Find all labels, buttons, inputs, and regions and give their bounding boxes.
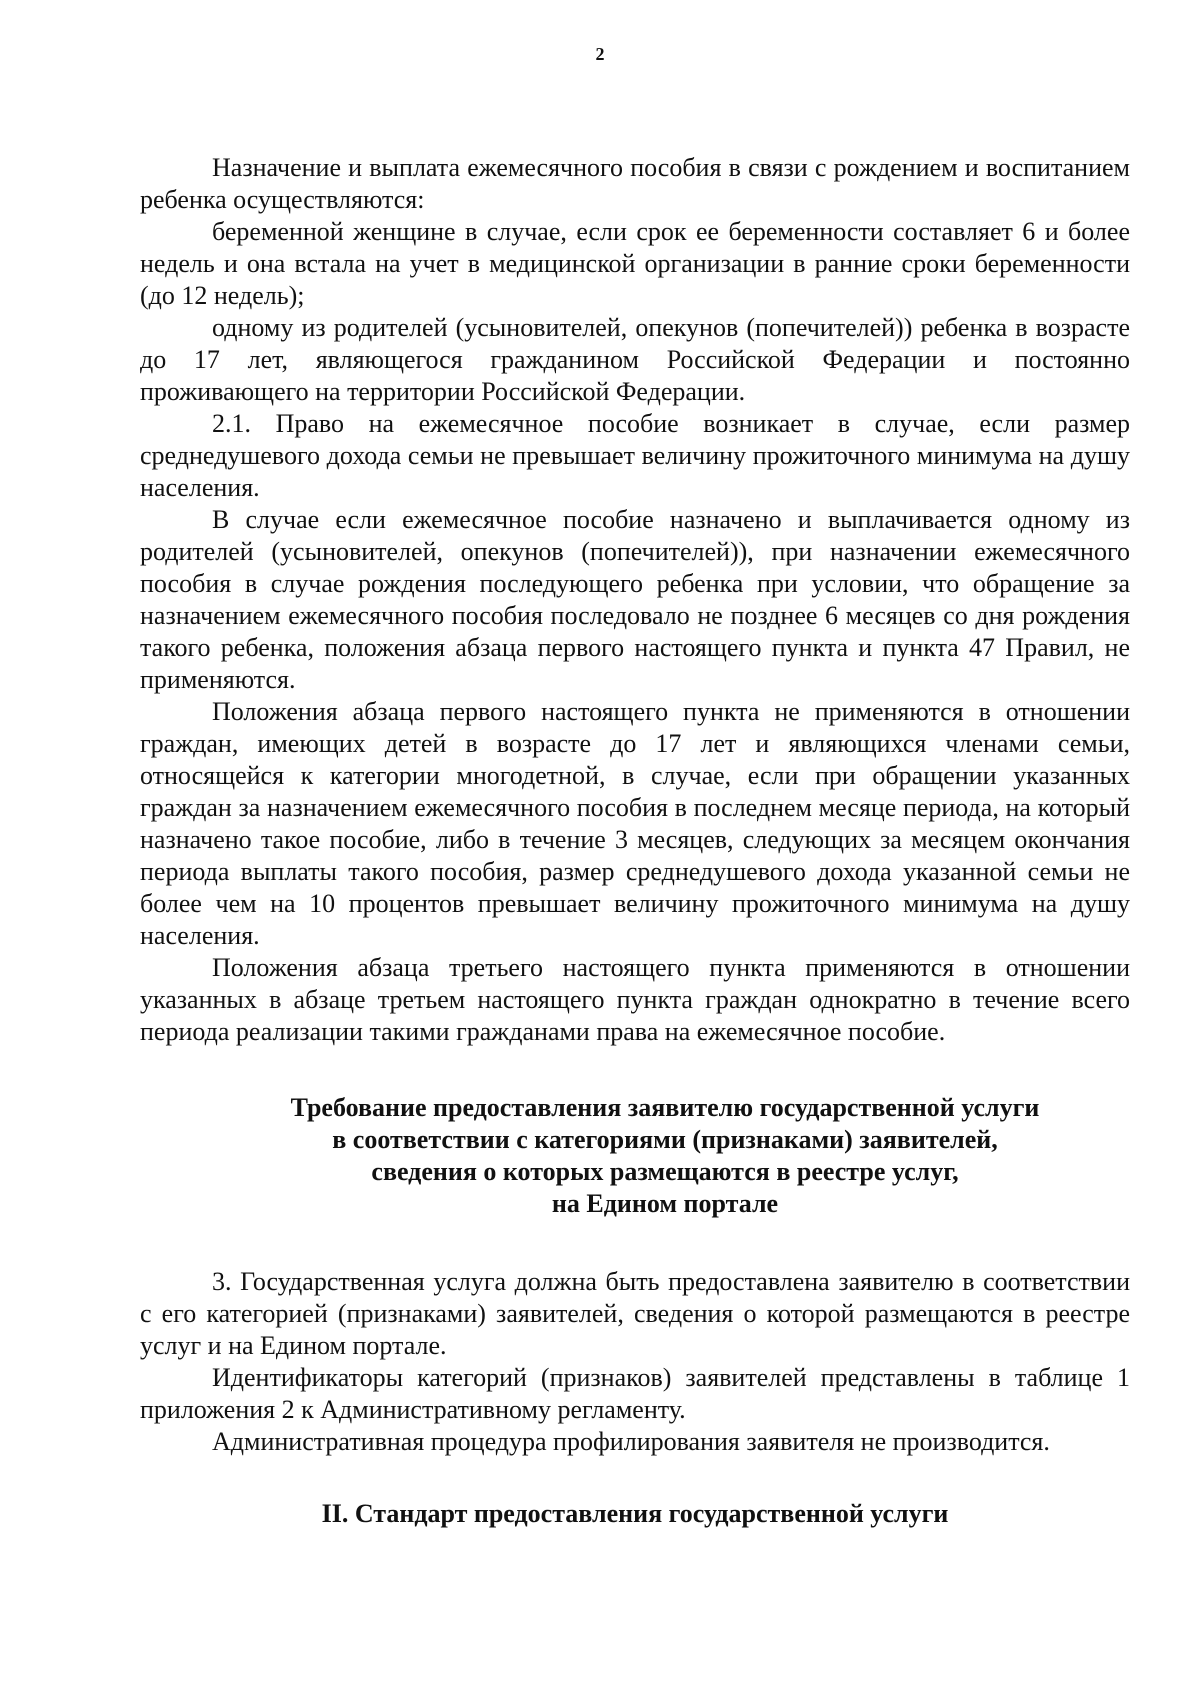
heading-requirement	[140, 1092, 1130, 1220]
page-number: 2	[595, 44, 605, 64]
paragraph-parent: одному из родителей (усыновителей, опекунов (попечителей)) ребенка в возрасте до 17 лет, являющегося гражданином Российской Федерации и постоянно проживающего на территории Российской Федерации.	[140, 313, 1130, 406]
section-title: II. Стандарт предоставления государственной услуги	[321, 1499, 949, 1528]
paragraph-2-1: 2.1. Право на ежемесячное пособие возникает в случае, если размер среднедушевого дохода семьи не превышает величину прожиточного минимума на душу населения.	[140, 409, 1130, 502]
paragraph-third-abzac: Положения абзаца третьего настоящего пункта применяются в отношении указанных в абзаце третьем настоящего пункта граждан однократно в течение всего периода реализации такими гражданами права на ежемесячное пособие.	[140, 953, 1130, 1046]
heading-line: на Едином портале	[551, 1189, 779, 1218]
paragraph-pregnant-woman: беременной женщине в случае, если срок ее беременности составляет 6 и более недель и она встала на учет в медицинской организации в ранние сроки беременности (до 12 недель);	[140, 217, 1130, 310]
heading-line: Требование предоставления заявителю государственной услуги	[290, 1093, 1040, 1122]
paragraph-profiling: Административная процедура профилирования заявителя не производится.	[212, 1427, 1050, 1456]
paragraph-subsequent-child: В случае если ежемесячное пособие назначено и выплачивается одному из родителей (усыновителей, опекунов (попечителей)), при назначении ежемесячного пособия в случае рождения последующего ребенка при условии, что обращение за назначением ежемесячного пособия последовало не позднее 6 месяцев со дня рождения такого ребенка, положения абзаца первого настоящего пункта и пункта 47 Правил, не применяются.	[140, 505, 1130, 694]
paragraph-3: 3. Государственная услуга должна быть предоставлена заявителю в соответствии с его категорией (признаками) заявителей, сведения о которой размещаются в реестре услуг и на Едином портале.	[140, 1267, 1130, 1360]
paragraph-benefit-assignment: Назначение и выплата ежемесячного пособия в связи с рождением и воспитанием ребенка осуществляются:	[140, 153, 1130, 214]
document-body	[140, 152, 1130, 1530]
heading-line: в соответствии с категориями (признаками) заявителей,	[332, 1125, 998, 1154]
heading-line: сведения о которых размещаются в реестре услуг,	[371, 1157, 959, 1186]
paragraph-identifiers: Идентификаторы категорий (признаков) заявителей представлены в таблице 1 приложения 2 к Административному регламенту.	[140, 1363, 1130, 1424]
paragraph-large-family: Положения абзаца первого настоящего пункта не применяются в отношении граждан, имеющих детей в возрасте до 17 лет и являющихся членами семьи, относящейся к категории многодетной, в случае, если при обращении указанных граждан за назначением ежемесячного пособия в последнем месяце периода, на который назначено такое пособие, либо в течение 3 месяцев, следующих за месяцем окончания периода выплаты такого пособия, размер среднедушевого дохода указанной семьи не более чем на 10 процентов превышает величину прожиточного минимума на душу населения.	[140, 697, 1130, 950]
